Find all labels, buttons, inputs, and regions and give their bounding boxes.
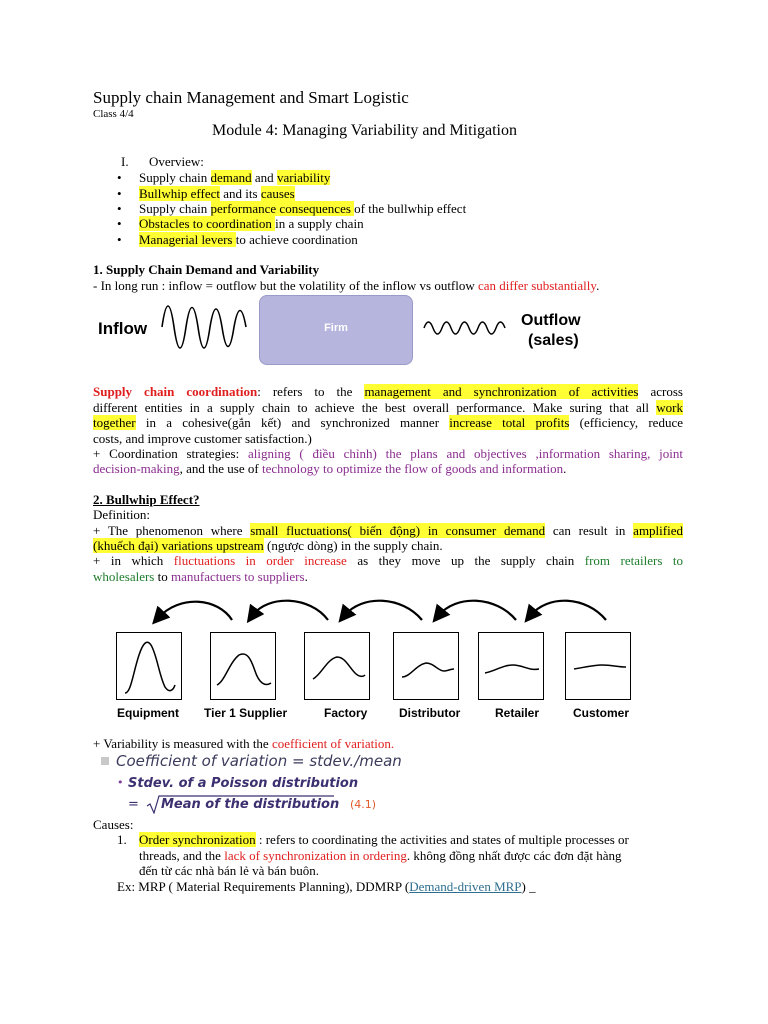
low-variability-wave-icon (566, 633, 630, 699)
example-line: Ex: MRP ( Material Requirements Planning), DDMRP (Demand-driven MRP) _ (117, 879, 536, 894)
stage-box-equipment (116, 632, 182, 700)
firm-box (259, 295, 413, 365)
overview-item: • Supply chain performance consequences of the bullwhip effect (117, 201, 467, 216)
wave-icon (394, 633, 458, 699)
outflow-label: Outflow (521, 312, 581, 329)
coordination-line1: Supply chain coordination: refers to the management and synchronization of activities across (93, 384, 683, 399)
bullwhip-line3: + in which fluctuations in order increase as they move up the supply chain from retailers to (93, 553, 684, 568)
stage-box-distributor (393, 632, 459, 700)
formula-main: Coefficient of variation = stdev./mean (116, 752, 402, 770)
definition-label: Definition: (93, 507, 151, 522)
bullet-icon: • (117, 186, 122, 201)
overview-heading (121, 154, 204, 170)
course-title: Supply chain Management and Smart Logistic (93, 88, 409, 107)
stage-label-customer: Customer (573, 706, 630, 720)
formula-bullet-icon (101, 757, 109, 765)
cause1-line1: 1. Order synchronization : refers to coordinating the activities and states of multiple processes or (117, 832, 629, 847)
firm-label: Firm (324, 322, 348, 334)
formula-ref: (4.1) (350, 798, 377, 811)
stage-label-distributor: Distributor (399, 706, 461, 720)
section2-heading: 2. Bullwhip Effect? (93, 492, 200, 507)
high-variability-wave-icon (117, 633, 181, 699)
bullet-icon: • (117, 232, 122, 247)
inflow-wave-icon (160, 297, 250, 359)
cause1-number: 1. (117, 832, 127, 847)
section1-heading: 1. Supply Chain Demand and Variability (93, 262, 320, 277)
overview-heading-text: Overview: (149, 154, 204, 169)
bullet-icon: • (117, 201, 122, 216)
bullwhip-line1: + The phenomenon where small fluctuations( biến động) in consumer demand can result in amplified (93, 523, 683, 538)
stage-label-tier1-supplier: Tier 1 Supplier (204, 706, 288, 720)
ddmrp-link[interactable]: Demand-driven MRP (409, 879, 522, 894)
section1-line1: - In long run : inflow = outflow but the volatility of the inflow vs outflow can differ substantially. (93, 278, 600, 293)
coordination-line2: different entities in a supply chain to achieve the best overall performance. Make suring that all work (93, 400, 683, 415)
outflow-wave-icon (422, 318, 512, 338)
bullet-icon: • (117, 170, 122, 185)
overview-item: • Managerial levers to achieve coordination (117, 232, 358, 247)
formula-equals: = (128, 797, 139, 812)
bullwhip-line2: (khuếch đại) variations upstream (ngược dòng) in the supply chain. (93, 538, 443, 553)
coordination-line3: together in a cohesive(gắn kết) and synchronized manner increase total profits (efficiency, reduce (93, 415, 683, 430)
cause1-line2: threads, and the lack of synchronization in ordering. không đồng nhất được các đơn đặt hàng (139, 848, 622, 863)
module-title: Module 4: Managing Variability and Mitigation (212, 122, 517, 139)
formula-stdev: Stdev. of a Poisson distribution (128, 776, 359, 791)
cause1-line3: đến từ các nhà bán lẻ và bán buôn. (139, 863, 319, 878)
stage-box-retailer (478, 632, 544, 700)
overview-item: • Obstacles to coordination in a supply chain (117, 216, 364, 231)
formula-sub-bullet-icon: • (117, 776, 124, 789)
class-label: Class 4/4 (93, 108, 134, 120)
bullwhip-arrows-icon (140, 588, 660, 632)
coordination-line5: + Coordination strategies: aligning ( điều chỉnh) the plans and objectives ,information sharing, joint (93, 446, 683, 461)
coordination-line4: costs, and improve customer satisfaction.) (93, 431, 312, 446)
variability-line: + Variability is measured with the coefficient of variation. (93, 736, 395, 751)
overview-item: • Bullwhip effect and its causes (117, 186, 295, 201)
wave-icon (211, 633, 275, 699)
overview-item: • Supply chain demand and variability (117, 170, 331, 185)
wave-icon (305, 633, 369, 699)
causes-label: Causes: (93, 817, 134, 832)
stage-label-retailer: Retailer (495, 706, 540, 720)
coordination-line6: decision-making, and the use of technology to optimize the flow of goods and information. (93, 461, 567, 476)
stage-label-factory: Factory (324, 706, 368, 720)
overview-numeral: I. (121, 154, 129, 169)
inflow-label: Inflow (98, 319, 148, 338)
stage-box-tier1-supplier (210, 632, 276, 700)
sales-label: (sales) (528, 332, 579, 349)
stage-box-customer (565, 632, 631, 700)
formula-mean: Mean of the distribution (161, 797, 340, 812)
stage-label-equipment: Equipment (117, 706, 179, 720)
stage-box-factory (304, 632, 370, 700)
wave-icon (479, 633, 543, 699)
bullwhip-line4: wholesalers to manufactuers to suppliers. (93, 569, 308, 584)
bullet-icon: • (117, 216, 122, 231)
